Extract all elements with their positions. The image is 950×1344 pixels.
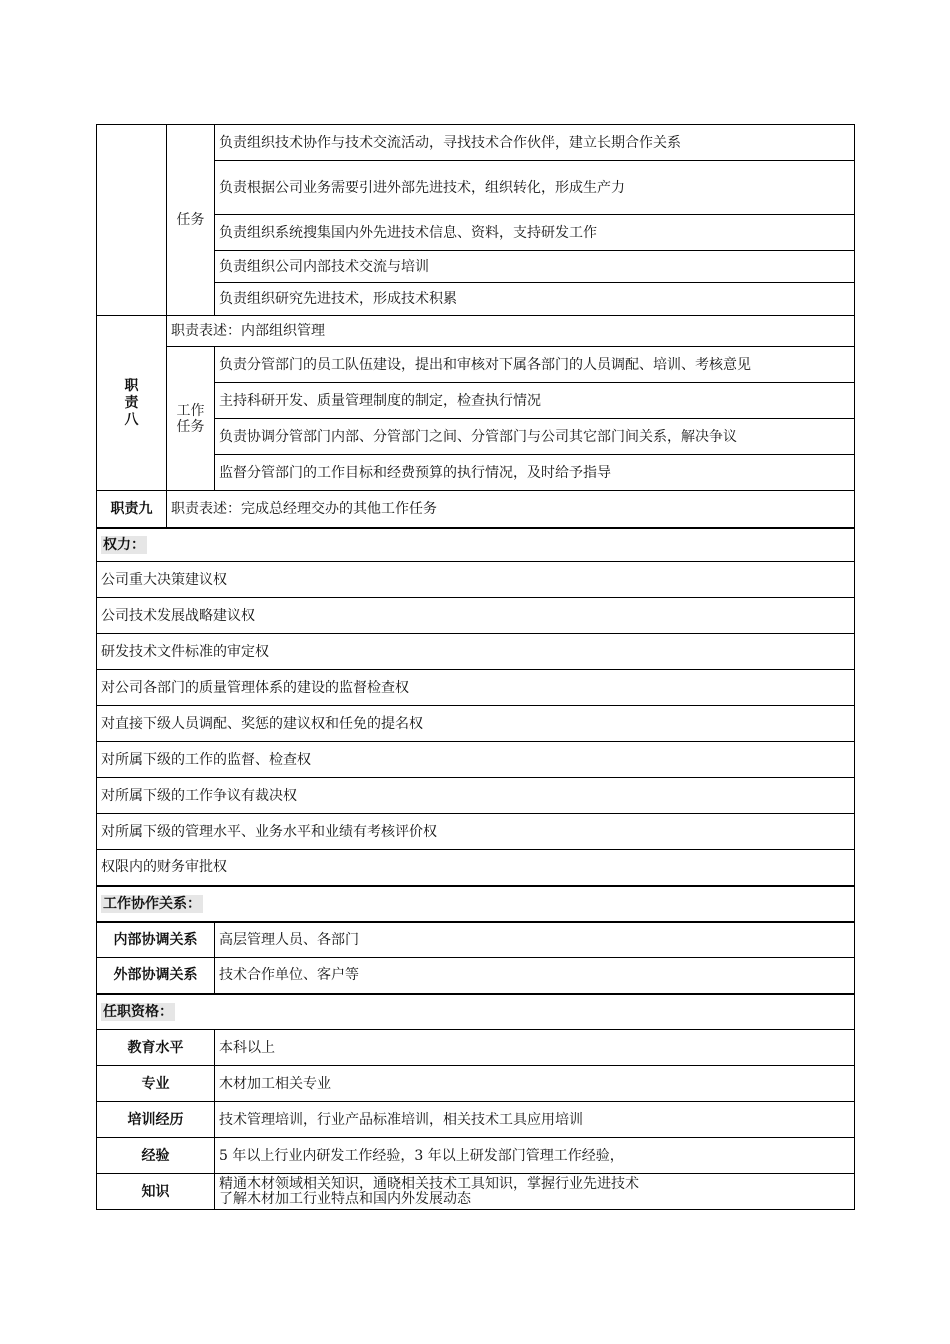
duty9-description: 职责表述：完成总经理交办的其他工作任务	[167, 491, 855, 528]
power-item: 公司技术发展战略建议权	[97, 598, 855, 634]
qualification-value: 技术管理培训，行业产品标准培训，相关技术工具应用培训	[215, 1102, 855, 1138]
qualification-row	[97, 1030, 855, 1066]
knowledge-line: 精通木材领域相关知识，通晓相关技术工具知识，掌握行业先进技术	[219, 1175, 639, 1192]
relation-value: 高层管理人员、各部门	[215, 922, 855, 958]
knowledge-line: 了解木材加工行业特点和国内外发展动态	[219, 1190, 471, 1207]
task-item: 负责组织公司内部技术交流与培训	[215, 251, 855, 283]
duty8-description-row	[97, 316, 855, 347]
job-description-table	[96, 124, 855, 1210]
relations-header-row	[97, 886, 855, 922]
qualification-label: 经验	[97, 1138, 215, 1174]
qualification-value: 木材加工相关专业	[215, 1066, 855, 1102]
power-item: 公司重大决策建议权	[97, 562, 855, 598]
relation-label: 内部协调关系	[97, 922, 215, 958]
power-row	[97, 778, 855, 814]
qualifications-header: 任职资格：	[103, 1003, 173, 1020]
continued-duty-cell	[97, 125, 167, 316]
power-row	[97, 814, 855, 850]
power-row	[97, 850, 855, 886]
qualification-label: 培训经历	[97, 1102, 215, 1138]
qualification-row	[97, 1174, 855, 1210]
duty9-label: 职责九	[97, 491, 167, 528]
qualification-row	[97, 1066, 855, 1102]
task-item: 负责组织研究先进技术，形成技术积累	[215, 283, 855, 316]
task-item: 负责组织技术协作与技术交流活动，寻找技术合作伙伴，建立长期合作关系	[215, 125, 855, 161]
power-row	[97, 562, 855, 598]
power-row	[97, 634, 855, 670]
power-item: 对所属下级的工作的监督、检查权	[97, 742, 855, 778]
task-row	[97, 125, 855, 161]
powers-header: 权力：	[103, 536, 145, 553]
power-row	[97, 742, 855, 778]
task-sub-label: 任务	[167, 125, 215, 316]
task-item: 负责分管部门的员工队伍建设，提出和审核对下属各部门的人员调配、培训、考核意见	[215, 347, 855, 383]
power-row	[97, 706, 855, 742]
qualification-label: 知识	[97, 1174, 215, 1210]
task-item: 负责根据公司业务需要引进外部先进技术，组织转化，形成生产力	[215, 161, 855, 215]
task-item: 负责组织系统搜集国内外先进技术信息、资料，支持研发工作	[215, 215, 855, 251]
power-item: 权限内的财务审批权	[97, 850, 855, 886]
task-item: 负责协调分管部门内部、分管部门之间、分管部门与公司其它部门间关系，解决争议	[215, 419, 855, 455]
power-row	[97, 670, 855, 706]
power-item: 对所属下级的工作争议有裁决权	[97, 778, 855, 814]
power-item: 对所属下级的管理水平、业务水平和业绩有考核评价权	[97, 814, 855, 850]
relation-value: 技术合作单位、客户等	[215, 958, 855, 994]
qualification-label: 专业	[97, 1066, 215, 1102]
qualification-value: 本科以上	[215, 1030, 855, 1066]
qualification-value: 5 年以上行业内研发工作经验，3 年以上研发部门管理工作经验，	[215, 1138, 855, 1174]
task-item: 主持科研开发、质量管理制度的制定，检查执行情况	[215, 383, 855, 419]
task-item: 监督分管部门的工作目标和经费预算的执行情况，及时给予指导	[215, 455, 855, 491]
qualification-label: 教育水平	[97, 1030, 215, 1066]
qualifications-header-row	[97, 994, 855, 1030]
power-item: 对直接下级人员调配、奖惩的建议权和任免的提名权	[97, 706, 855, 742]
task-row	[97, 347, 855, 383]
relation-row	[97, 922, 855, 958]
qualification-row	[97, 1138, 855, 1174]
duty8-sub-label: 工作任务	[167, 347, 215, 491]
powers-header-row	[97, 528, 855, 562]
power-item: 研发技术文件标准的审定权	[97, 634, 855, 670]
power-row	[97, 598, 855, 634]
relation-row	[97, 958, 855, 994]
qualification-row	[97, 1102, 855, 1138]
relation-label: 外部协调关系	[97, 958, 215, 994]
relations-header: 工作协作关系：	[103, 895, 201, 912]
duty8-label: 职责八	[97, 316, 167, 491]
knowledge-value	[215, 1174, 855, 1210]
duty8-description: 职责表述：内部组织管理	[167, 316, 855, 347]
power-item: 对公司各部门的质量管理体系的建设的监督检查权	[97, 670, 855, 706]
duty9-row	[97, 491, 855, 528]
